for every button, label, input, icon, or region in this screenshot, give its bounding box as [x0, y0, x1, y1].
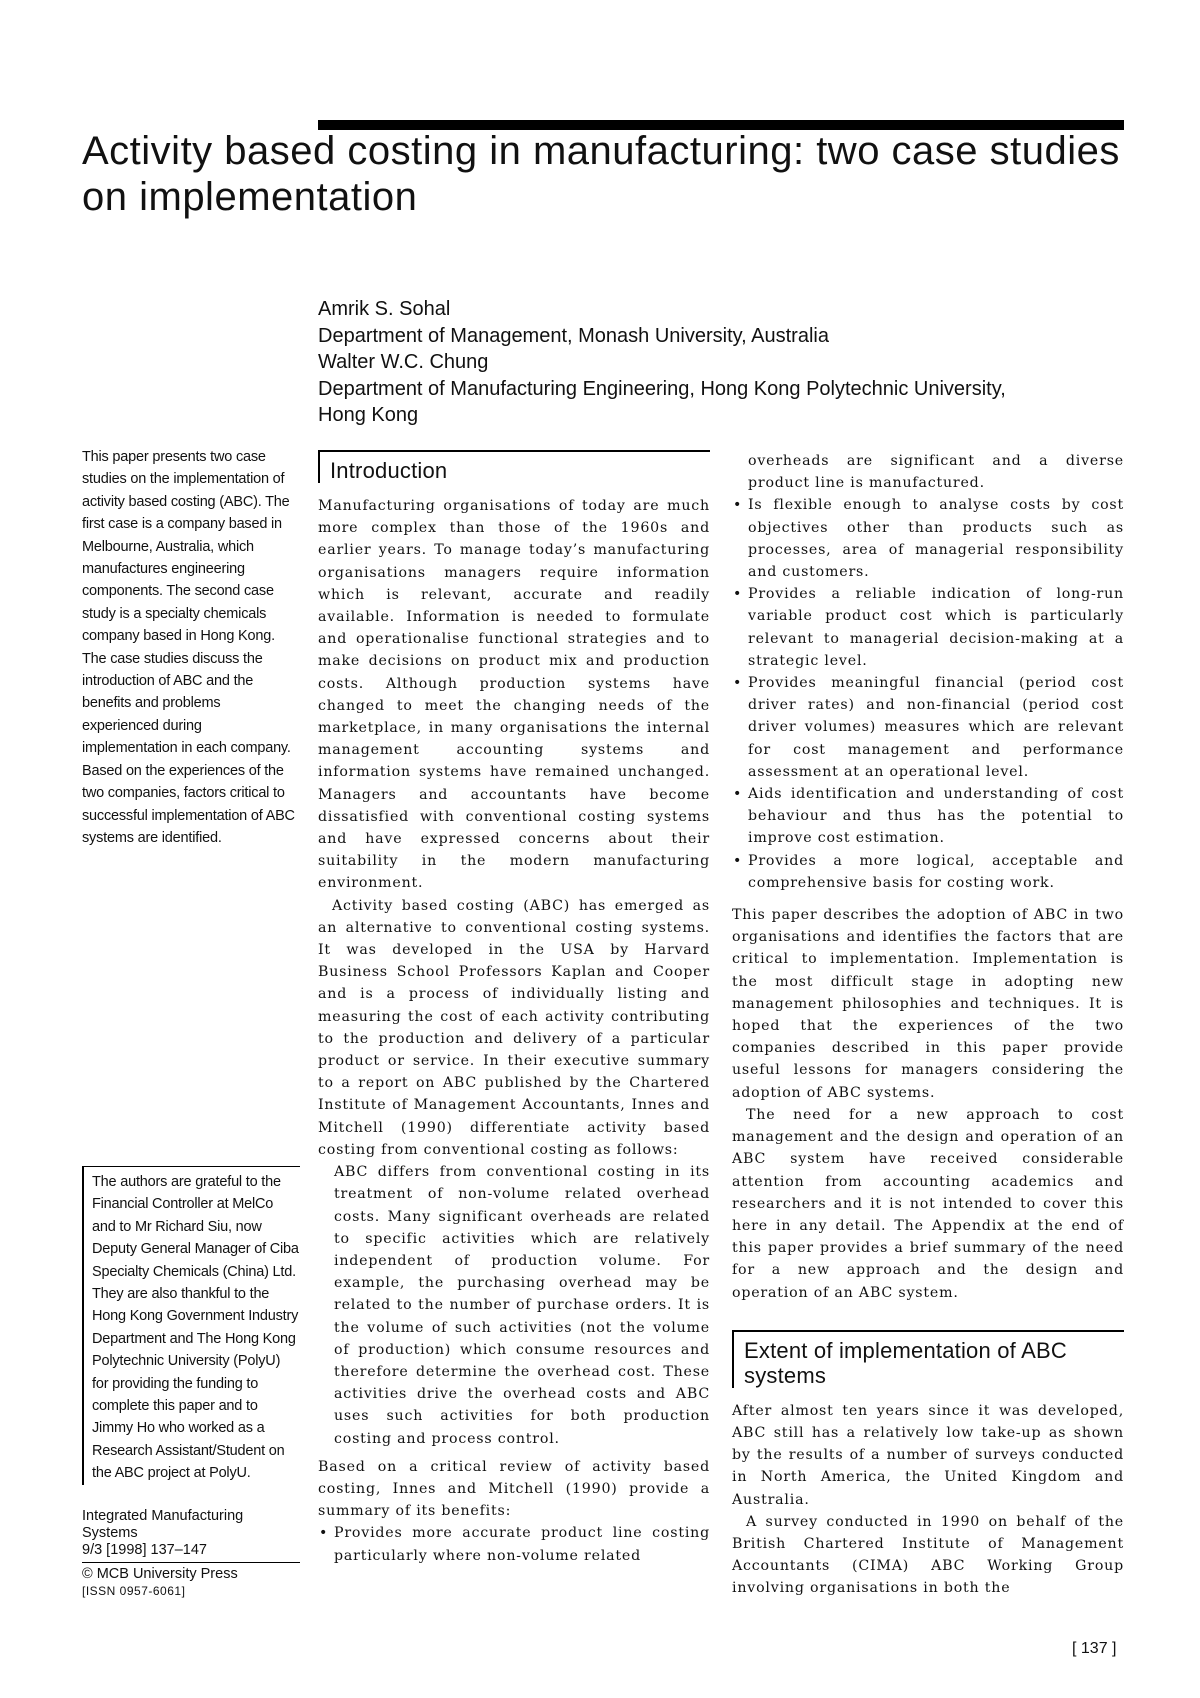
paragraph: The need for a new approach to cost management and the design and operation of an ABC system have received considerable attention from accounting academics and researchers and it is not intended to cover this here in any detail. The Appendix at the end of this paper provides a brief summary of the need for a new approach and the design and operation of an ABC system. — [732, 1106, 1124, 1301]
block-quote: ABC differs from conventional costing in its treatment of non-volume related overhead costs. Many significant overheads are related to specific activities which are relatively independent of production volume. For example, the purchasing overhead may be related to the number of purchase orders. It is the volume of such activities (not the volume of production) which consume resources and therefore determine the overhead cost. These activities drive the overhead costs and ABC uses such activities for both production costing and process control. — [334, 1164, 710, 1447]
journal-issn: [ISSN 0957-6061] — [82, 1584, 186, 1598]
paragraph: After almost ten years since it was developed, ABC still has a relatively low take-up as shown by the results of a number of surveys conducted in North America, the United Kingdom and Australia. — [732, 1402, 1124, 1508]
list-item-continuation: overheads are significant and a diverse product line is manufactured. — [748, 453, 1124, 492]
list-item: • Is flexible enough to analyse costs by cost objectives other than products such as processes, area of managerial responsibility and customers. — [732, 494, 1124, 583]
author-name: Amrik S. Sohal — [318, 298, 451, 320]
journal-volume: 9/3 [1998] 137–147 — [82, 1542, 207, 1558]
benefit-list — [318, 1522, 710, 1566]
acknowledgement: The authors are grateful to the Financial Controller at MelCo and to Mr Richard Siu, now Deputy General Manager of Ciba Specialty Chemicals (China) Ltd. They are also thankful to the Hong Kong Government Industry Department and The Hong Kong Polytechnic University (PolyU) for providing the funding to complete this paper and to Jimmy Ho who worked as a Research Assistant/Student on the ABC project at PolyU. — [82, 1166, 300, 1485]
paragraph: Manufacturing organisations of today are much more complex than those of the 1960s and earlier years. To manage today’s manufacturing organisations managers require information which is relevant, accurate and readily available. Information is needed to formulate and operationalise functional strategies and to make decisions on product mix and production costs. Although production systems have changed to meet the changing needs of the marketplace, in many organisations the internal management accounting systems and information systems have remained unchanged. Managers and accountants have become dissatisfied with conventional costing systems and have expressed concerns about their suitability in the modern manufacturing environment. — [318, 498, 710, 892]
journal-info — [82, 1508, 300, 1600]
list-item: • Provides meaningful financial (period cost driver rates) and non-financial (period cost driver volumes) measures which are relevant for cost management and performance assessment at an operational level. — [732, 672, 1124, 783]
body-column-1 — [318, 450, 710, 1567]
author-affiliation: Hong Kong — [318, 404, 419, 426]
journal-divider — [82, 1562, 300, 1563]
paragraph: Activity based costing (ABC) has emerged as an alternative to conventional costing systems. It was developed in the USA by Harvard Business School Professors Kaplan and Cooper and is a process of individually listing and measuring the cost of each activity contributing to the production and delivery of a particular product or service. In their executive summary to a report on ABC published by the Chartered Institute of Management Accountants, Innes and Mitchell (1990) differentiate activity based costing from conventional costing as follows: — [318, 897, 710, 1158]
benefit-list-continued — [732, 494, 1124, 894]
list-item: • Aids identification and understanding of cost behaviour and thus has the potential to improve cost estimation. — [732, 783, 1124, 850]
section-heading-extent: Extent of implementation of ABC systems — [732, 1330, 1124, 1388]
paragraph: A survey conducted in 1990 on behalf of the British Chartered Institute of Management Accountants (CIMA) ABC Working Group involving organisations in both the — [732, 1513, 1124, 1597]
author-affiliation: Department of Management, Monash University, Australia — [318, 324, 829, 347]
author-block — [318, 296, 1138, 429]
list-item: • Provides more accurate product line costing particularly where non-volume related — [318, 1522, 710, 1566]
list-item: • Provides a reliable indication of long-run variable product cost which is particularly relevant to managerial decision-making at a strategic level. — [732, 583, 1124, 672]
author-affiliation: Department of Manufacturing Engineering, Hong Kong Polytechnic University, — [318, 377, 1006, 400]
page-number: [ 137 ] — [1072, 1640, 1117, 1657]
abstract: This paper presents two case studies on the implementation of activity based costing (ABC). The first case is a company based in Melbourne, Australia, which manufactures engineering components. The second case study is a specialty chemicals company based in Hong Kong. The case studies discuss the introduction of ABC and the benefits and problems experienced during implementation in each company. Based on the experiences of the two companies, factors critical to successful implementation of ABC systems are identified. — [82, 449, 295, 846]
journal-name: Integrated Manufacturing Systems — [82, 1508, 244, 1541]
journal-publisher: © MCB University Press — [82, 1566, 238, 1582]
section-heading-introduction: Introduction — [318, 450, 710, 483]
body-column-2 — [732, 450, 1124, 1600]
paragraph: This paper describes the adoption of ABC in two organisations and identifies the factors that are critical to implementation. Implementation is the most difficult stage in adopting new management philosophies and techniques. It is hoped that the experiences of the two companies described in this paper provide useful lessons for managers considering the adoption of ABC systems. — [732, 907, 1124, 1101]
list-item: • Provides a more logical, acceptable and comprehensive basis for costing work. — [732, 850, 1124, 894]
paper-title: Activity based costing in manufacturing: two case studies on implementation — [82, 129, 1120, 219]
author-name: Walter W.C. Chung — [318, 351, 489, 373]
paragraph: Based on a critical review of activity based costing, Innes and Mitchell (1990) provide a summary of its benefits: — [318, 1458, 710, 1520]
